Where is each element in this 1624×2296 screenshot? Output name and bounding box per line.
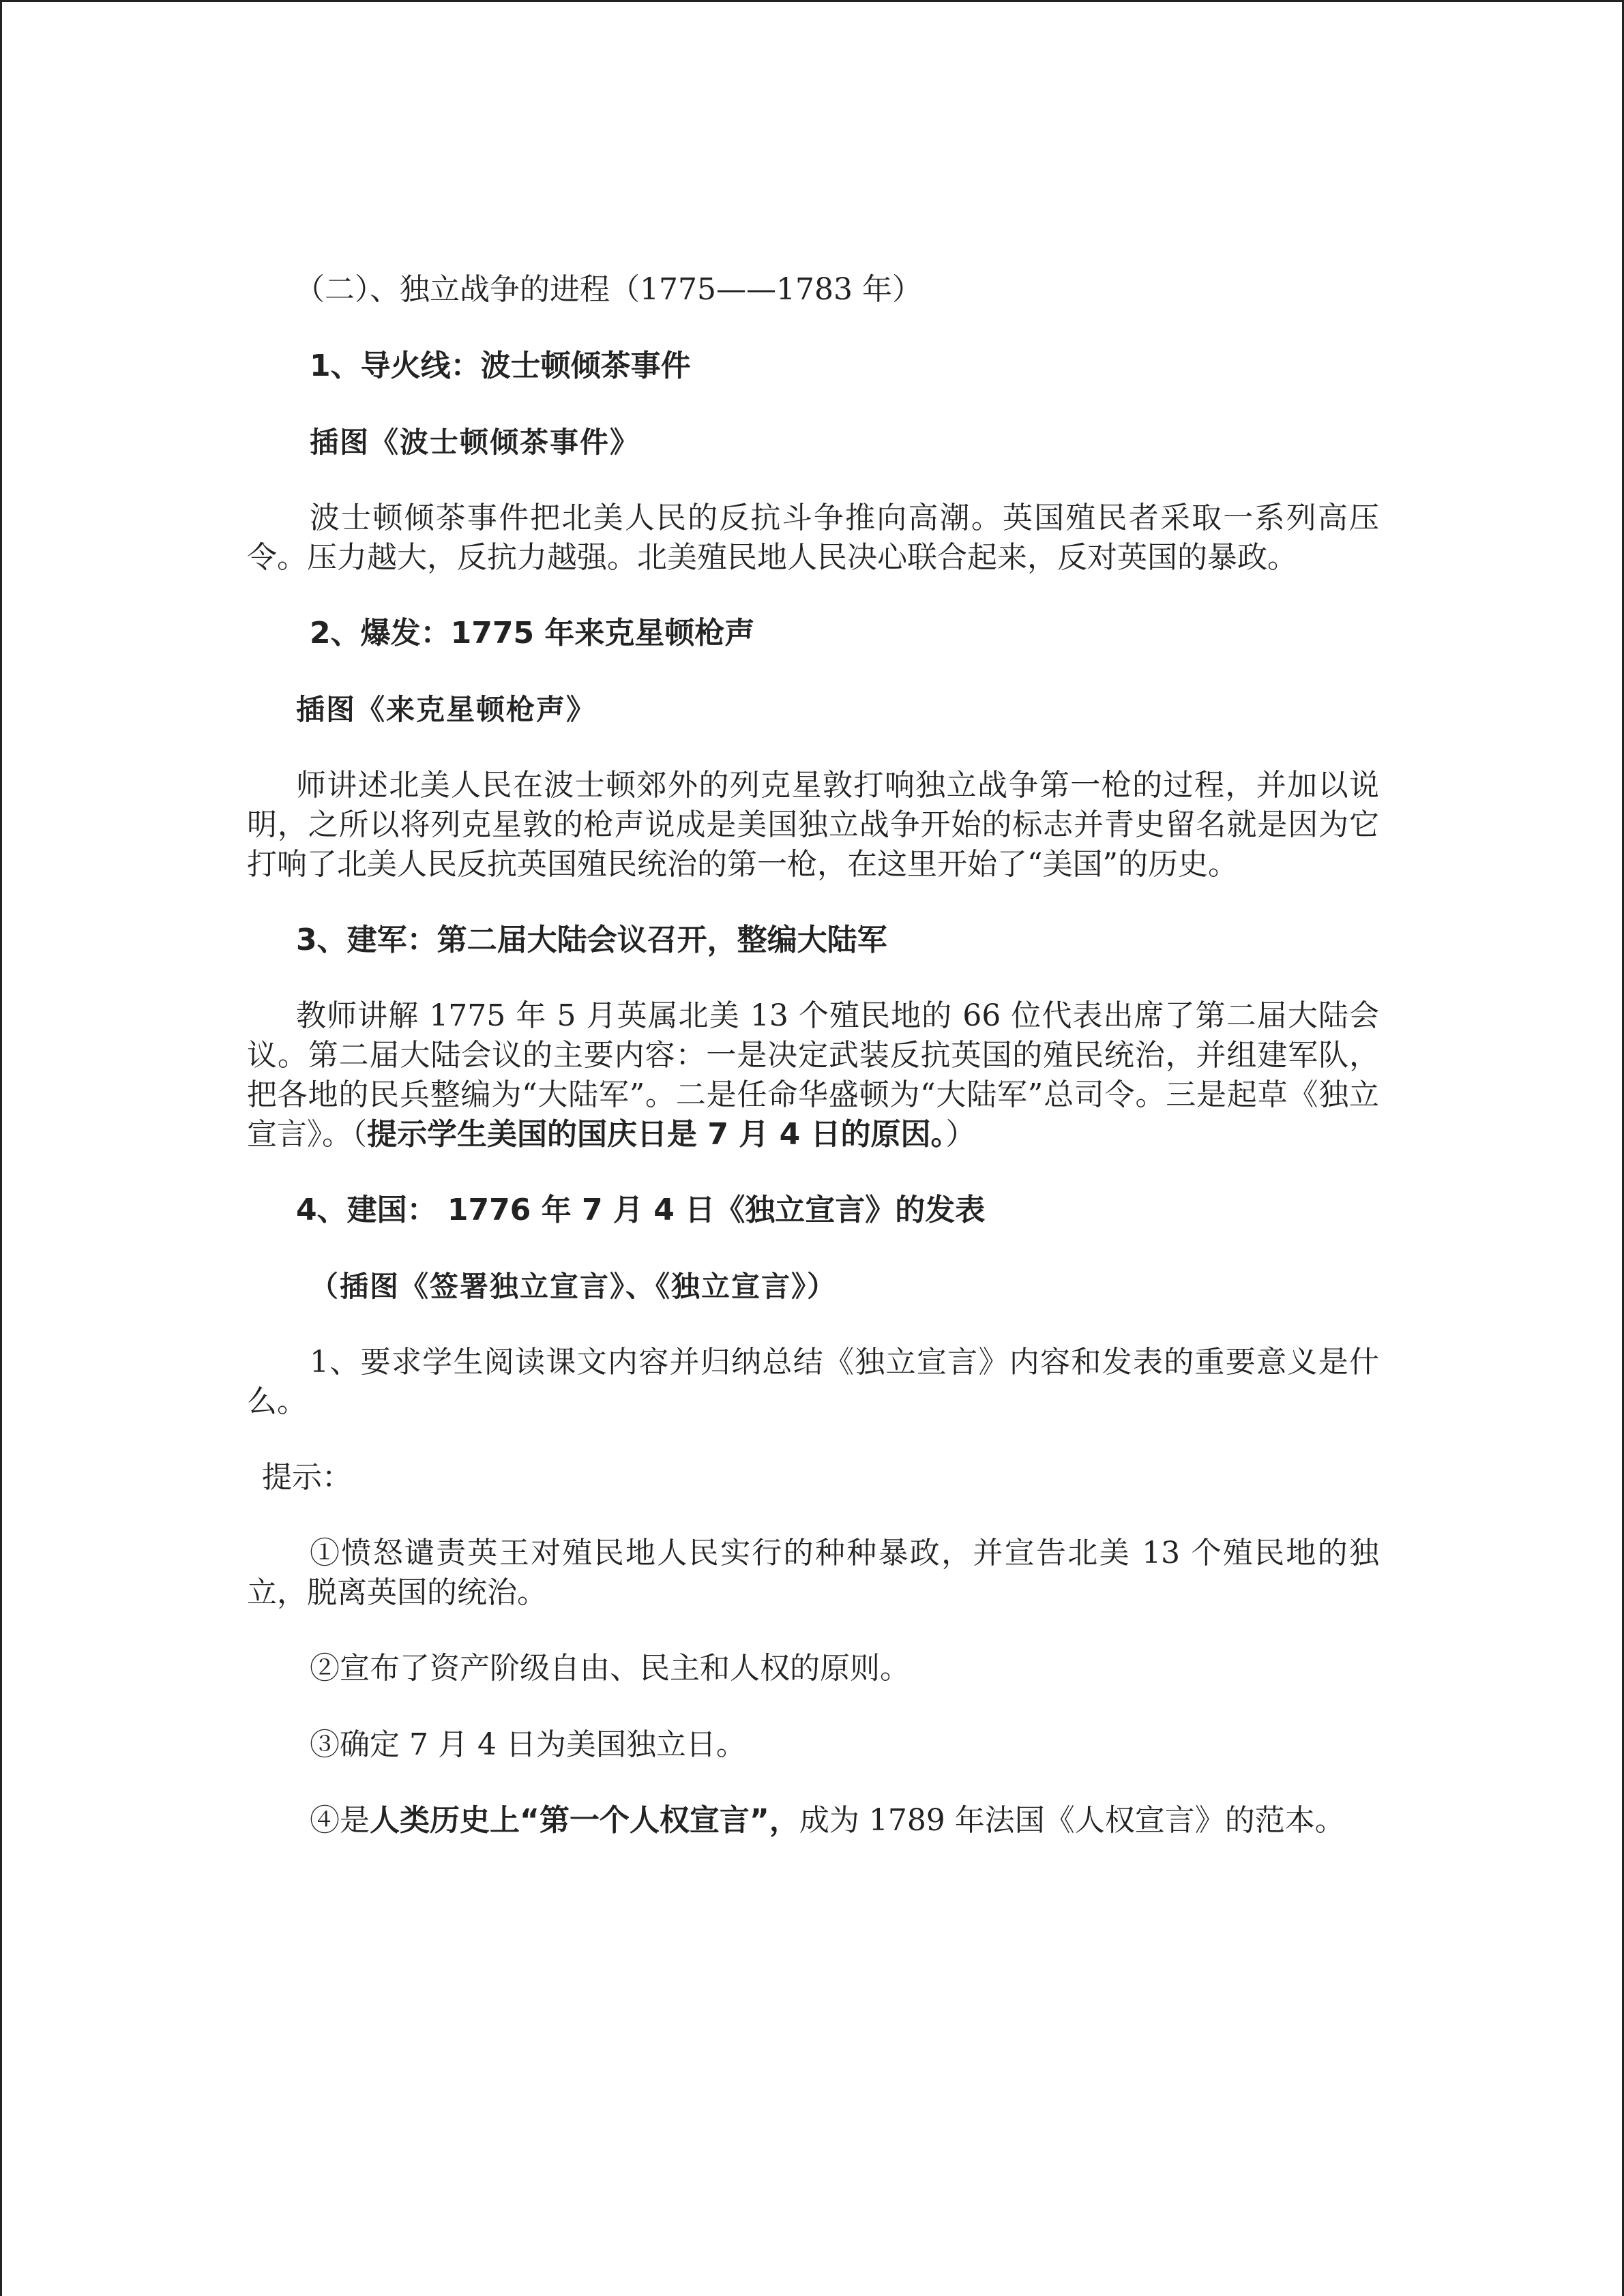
figure-caption-boston-tea-party: 插图《波士顿倾茶事件》 — [310, 426, 640, 459]
document-body — [247, 269, 1379, 1840]
hint-label: 提示： — [262, 1460, 352, 1495]
first-human-rights-declaration: 人类历史上“第一个人权宣言”， — [370, 1803, 799, 1838]
point-4 — [296, 1801, 1379, 1840]
question-declaration: 1、要求学生阅读课文内容并归纳总结《独立宣言》内容和发表的重要意义是什么。 — [247, 1345, 1379, 1419]
paragraph-lexington: 师讲述北美人民在波士顿郊外的列克星敦打响独立战争第一枪的过程，并加以说明，之所以将列克星敦的枪声说成是美国独立战争开始的标志并青史留名就是因为它打响了北美人民反抗英国殖民统治的第一枪，在这里开始了“美国”的历史。 — [247, 768, 1379, 882]
point-4-prefix: ④是 — [310, 1803, 370, 1838]
point-1: ①愤怒谴责英王对殖民地人民实行的种种暴政，并宣告北美 13 个殖民地的独立，脱离英国的统治。 — [247, 1536, 1379, 1610]
figure-caption-declaration: （插图《签署独立宣言》、《独立宣言》） — [310, 1270, 838, 1303]
section-title: （二）、独立战争的进程（1775——1783 年） — [295, 272, 922, 307]
paragraph-continental-congress — [247, 996, 1379, 1154]
heading-outbreak: 2、爆发：1775 年来克星顿枪声 — [310, 616, 755, 651]
paragraph-continental-congress-text: 教师讲解 1775 年 5 月英属北美 13 个殖民地的 66 位代表出席了第二届大陆会议。第二届大陆会议的主要内容：一是决定武装反抗英国的殖民统治，并组建军队，把各地的民兵整编为“大陆军”。二是任命华盛顿为“大陆军”总司令。三是起草《独立宣言》。（ — [247, 998, 1379, 1152]
heading-fuse: 1、导火线：波士顿倾茶事件 — [310, 348, 691, 383]
figure-caption-lexington: 插图《来克星顿枪声》 — [296, 693, 597, 726]
point-2: ②宣布了资产阶级自由、民主和人权的原则。 — [310, 1651, 910, 1686]
paragraph-continental-congress-end: ） — [945, 1117, 976, 1152]
heading-army: 3、建军：第二届大陆会议召开，整编大陆军 — [296, 923, 887, 957]
heading-founding: 4、建国： 1776 年 7 月 4 日《独立宣言》的发表 — [296, 1193, 986, 1227]
point-3: ③确定 7 月 4 日为美国独立日。 — [310, 1727, 746, 1762]
paragraph-boston-tea-party: 波士顿倾茶事件把北美人民的反抗斗争推向高潮。英国殖民者采取一系列高压令。压力越大，反抗力越强。北美殖民地人民决心联合起来，反对英国的暴政。 — [247, 501, 1379, 575]
independence-day-hint: 提示学生美国的国庆日是 7 月 4 日的原因。 — [367, 1117, 946, 1152]
point-4-suffix: 成为 1789 年法国《人权宣言》的范本。 — [799, 1803, 1345, 1838]
